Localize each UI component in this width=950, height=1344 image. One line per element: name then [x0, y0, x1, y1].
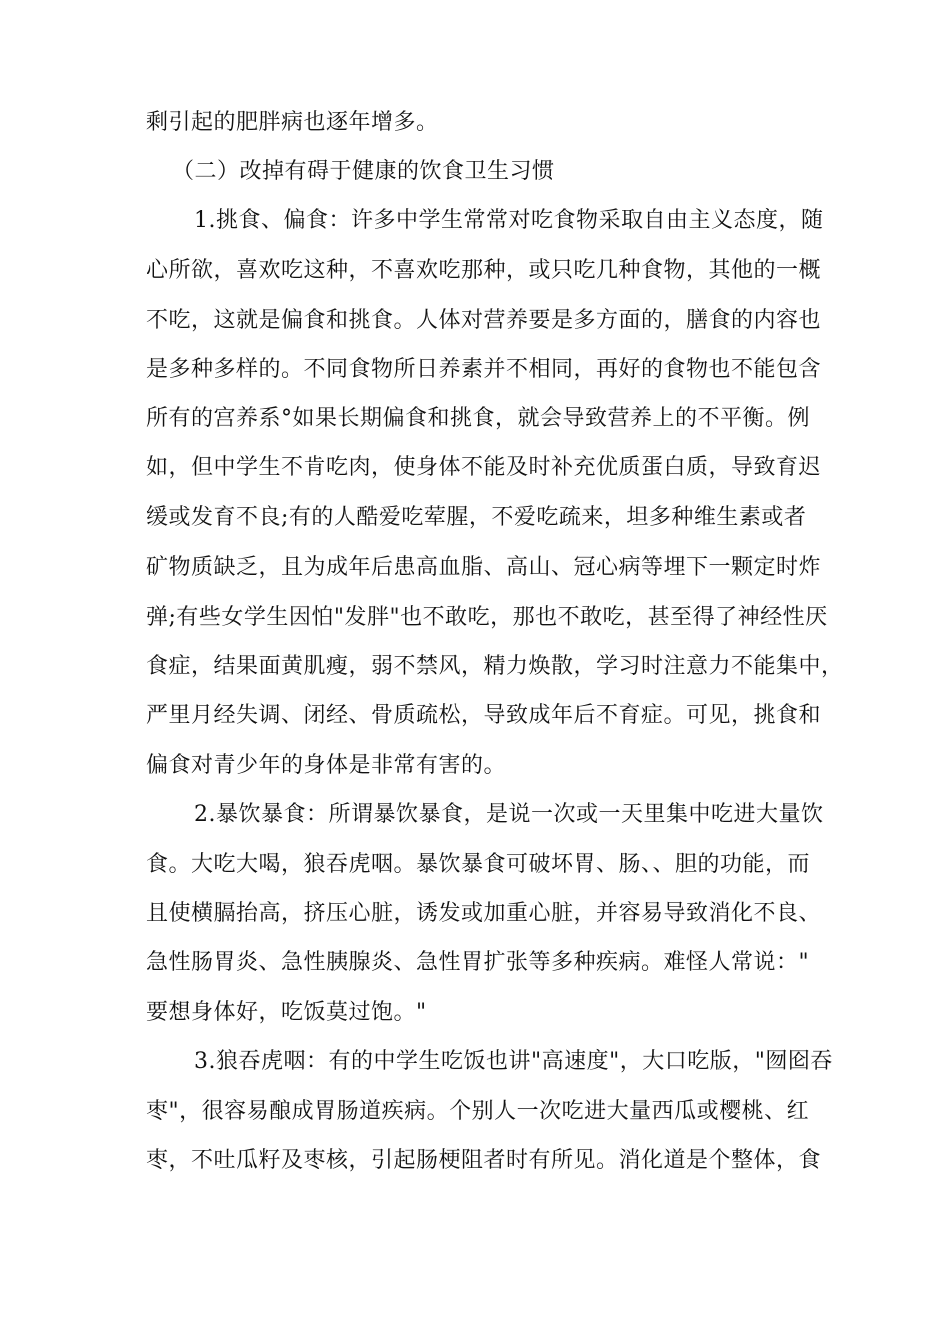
text-line: 食。大吃大喝，狼吞虎咽。暴饮暴食可破坏胃、肠、、胆的功能，而: [146, 852, 811, 877]
paragraph-start: 3.狼吞虎咽：有的中学生吃饭也讲"高速度"，大口吃版，"囫囵吞: [194, 1049, 833, 1074]
text-line: 如，但中学生不肯吃肉，使身体不能及时补充优质蛋白质，导致育迟: [146, 455, 822, 480]
text-line: 食症，结果面黄肌瘦，弱不禁风，精力焕散，学习时注意力不能集中，: [146, 654, 844, 679]
text-line: 急性肠胃炎、急性胰腺炎、急性胃扩张等多种疾病。难怪人常说：": [146, 950, 810, 975]
text-line: 不吃，这就是偏食和挑食。人体对营养要是多方面的，膳食的内容也: [146, 308, 822, 333]
text-line: 弹;有些女学生因怕"发胖"也不敢吃，那也不敢吃，甚至得了神经性厌: [146, 605, 828, 630]
section-heading: （二）改掉有碍于健康的饮食卫生习惯: [172, 159, 555, 184]
paragraph-start: 1.挑食、偏食：许多中学生常常对吃食物采取自由主义态度，随: [194, 208, 824, 233]
text-line: 矿物质缺乏，且为成年后患高血脂、高山、冠心病等埋下一颗定时炸: [146, 555, 822, 580]
text-line: 偏食对青少年的身体是非常有害的。: [146, 753, 507, 778]
text-line: 是多种多样的。不同食物所日养素并不相同，再好的食物也不能包含: [146, 357, 822, 382]
text-line: 严里月经失调、闭经、骨质疏松，导致成年后不育症。可见，挑食和: [146, 703, 822, 728]
text-line: 剩引起的肥胖病也逐年增多。: [146, 110, 439, 135]
paragraph-start: 2.暴饮暴食：所谓暴饮暴食，是说一次或一天里集中吃进大量饮: [194, 802, 824, 827]
text-line: 所有的宫养系°如果长期偏食和挑食，就会导致营养上的不平衡。例: [146, 406, 811, 431]
text-line: 枣"，很容易酿成胃肠道疾病。个别人一次吃进大量西瓜或樱桃、红: [146, 1099, 810, 1124]
text-line: 缓或发育不良;有的人酷爱吃荤腥，不爱吃疏来，坦多种维生素或者: [146, 505, 807, 530]
text-line: 心所欲，喜欢吃这种，不喜欢吃那种，或只吃几种食物，其他的一概: [146, 258, 822, 283]
text-line: 要想身体好，吃饭莫过饱。": [146, 1000, 427, 1025]
text-line: 枣，不吐瓜籽及枣核，引起肠梗阻者时有所见。消化道是个整体，食: [146, 1148, 822, 1173]
text-line: 且使横膈抬高，挤压心脏，诱发或加重心脏，并容易导致消化不良、: [146, 901, 822, 926]
